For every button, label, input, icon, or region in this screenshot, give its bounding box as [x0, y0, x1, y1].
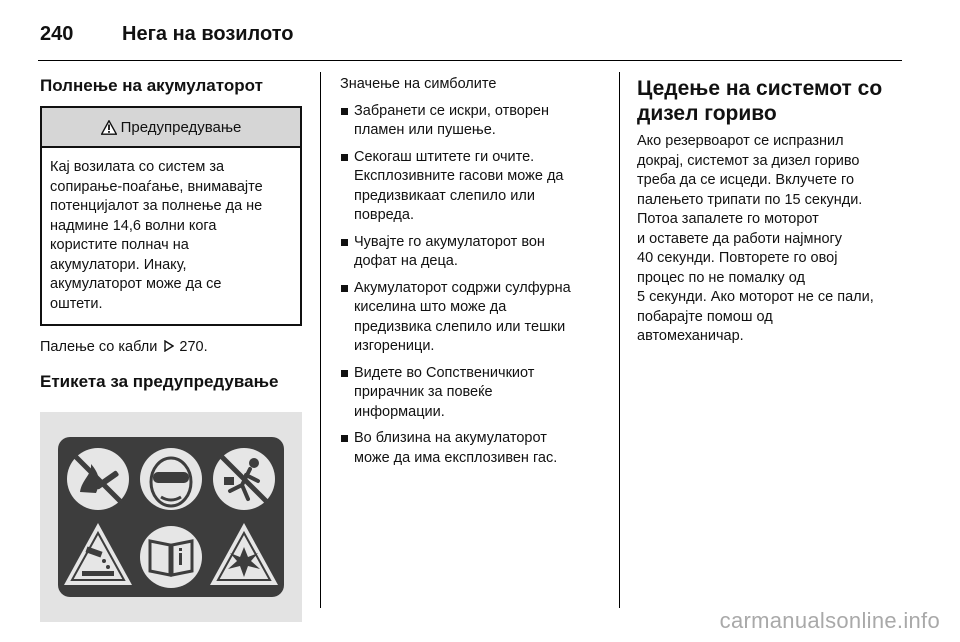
page-number: 240 — [40, 22, 74, 45]
warning-heading — [42, 108, 300, 148]
list-item-line: Видете во Сопственичкиот — [354, 364, 535, 381]
warning-line: акумулатори. Инаку, — [50, 256, 187, 273]
list-item — [340, 148, 620, 226]
section-title-diesel-bleeding — [637, 76, 905, 126]
page-header — [40, 14, 293, 54]
symbols-list — [340, 102, 620, 469]
list-item-line: Акумулаторот содржи сулфурна — [354, 279, 571, 296]
warning-line: Кај возилата со систем за — [50, 159, 225, 175]
body-line: треба да се исцеди. Вклучете го — [637, 172, 855, 188]
symbols-meaning-title: Значење на симболите — [340, 76, 497, 92]
list-item-line: изгореници. — [354, 338, 435, 354]
column-left — [40, 60, 302, 622]
list-item-line: Забранети се искри, отворен — [354, 102, 549, 119]
warning-text — [42, 148, 300, 324]
warning-line: акумулаторот може да се — [50, 276, 222, 292]
title-line: Цедење на системот со — [637, 77, 883, 100]
list-item-line: Во близина на акумулаторот — [354, 430, 547, 446]
warning-line: сопирање-поаѓање, внимавајте — [50, 178, 263, 195]
column-middle — [340, 60, 620, 468]
warning-heading-text: Предупредување — [120, 118, 242, 136]
jump-start-text: Палење со кабли — [40, 339, 158, 355]
page-ref-arrow-icon — [164, 340, 174, 352]
list-item-line: прирачник за повеќе — [354, 384, 493, 400]
list-item-line: информации. — [354, 403, 445, 420]
list-item-line: може да има експлозивен гас. — [354, 449, 558, 466]
list-item-line: дофат на деца. — [354, 253, 458, 269]
page-ref-link[interactable]: 270. — [179, 339, 208, 355]
body-line: Ако резервоарот се испразнил — [637, 133, 844, 149]
warning-line: потенцијалот за полнење да не — [50, 198, 263, 214]
eye-protection-icon — [140, 448, 202, 510]
list-item-line: повреда. — [354, 207, 414, 223]
list-item-line: Експлозивните гасови може да — [354, 168, 564, 184]
body-line: 40 секунди. Повторете го овој — [637, 250, 838, 266]
body-line: палењето трипати по 15 секунди. — [637, 191, 863, 208]
warning-triangle-icon — [101, 120, 117, 135]
list-item — [340, 429, 620, 468]
column-divider-1 — [320, 72, 321, 608]
list-item-line: Чувајте го акумулаторот вон — [354, 233, 545, 250]
list-item — [340, 364, 620, 423]
section-title-battery-charging: Полнење на акумулаторот — [40, 76, 263, 95]
title-line: дизел гориво — [637, 102, 777, 125]
warning-label-title: Етикета за предупредување — [40, 371, 279, 391]
manual-book-icon — [140, 526, 202, 588]
list-item-line: киселина што може да — [354, 299, 507, 315]
body-line: и оставете да работи најмногу — [637, 230, 843, 247]
list-item-line: предизвикаат слепило или — [354, 187, 535, 204]
body-line: побарајте помош од — [637, 308, 773, 325]
page-title: Нега на возилото — [122, 22, 294, 45]
warning-line: оштети. — [50, 295, 103, 312]
warning-line: надмине 14,6 волни кога — [50, 217, 217, 234]
list-item-line: пламен или пушење. — [354, 122, 496, 138]
list-item — [340, 279, 620, 357]
warning-label-graphic — [58, 437, 284, 597]
list-item — [340, 102, 620, 141]
list-item-line: Секогаш штитете ги очите. — [354, 148, 535, 165]
list-item-line: предизвика слепило или тешки — [354, 318, 566, 335]
no-flame-icon — [67, 448, 129, 510]
column-right — [637, 60, 905, 347]
watermark: carmanualsonline.info — [719, 608, 940, 633]
body-line: автомеханичар. — [637, 328, 744, 344]
jump-start-reference — [40, 338, 302, 358]
warning-line: користите полнач на — [50, 237, 189, 253]
keep-from-children-icon — [213, 448, 275, 510]
body-line: докрај, системот за дизел гориво — [637, 152, 860, 169]
diesel-bleeding-text — [637, 132, 905, 347]
warning-box — [40, 106, 302, 326]
body-line: Потоа запалете го моторот — [637, 211, 819, 227]
warning-label-image — [40, 412, 302, 622]
body-line: 5 секунди. Ако моторот не се пали, — [637, 289, 874, 305]
body-line: процес по не помалку од — [637, 269, 805, 286]
list-item — [340, 233, 620, 272]
